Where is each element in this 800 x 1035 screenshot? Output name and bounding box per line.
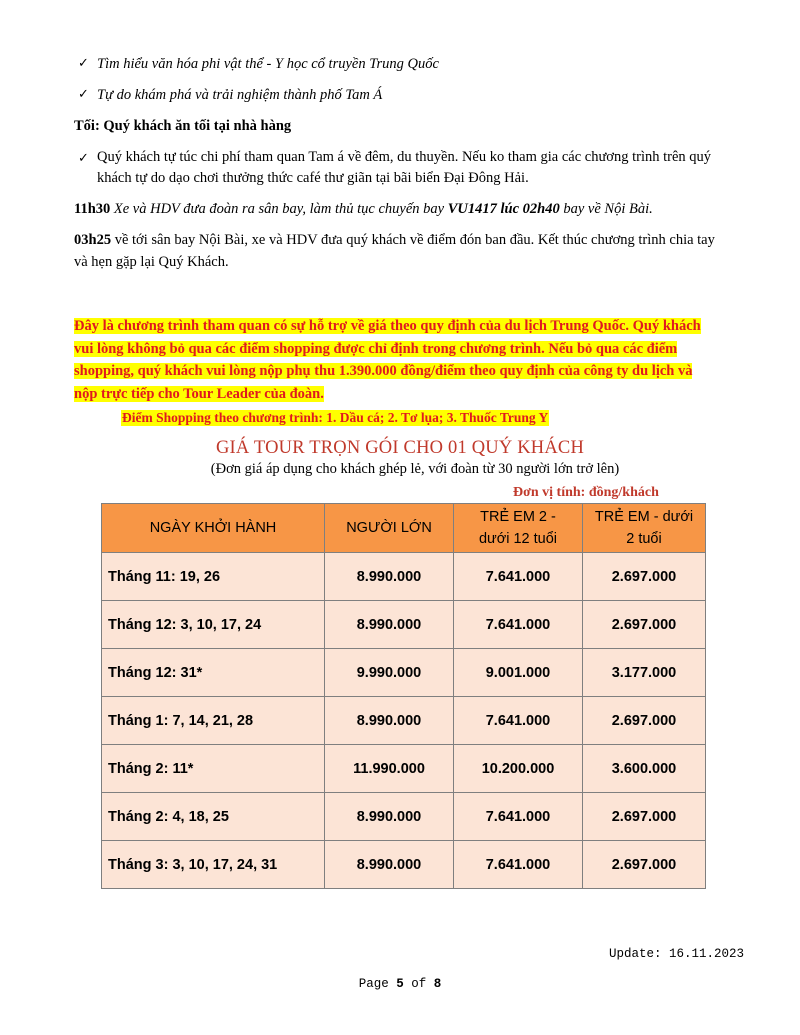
table-row bbox=[102, 745, 706, 793]
cell-date: Tháng 3: 3, 10, 17, 24, 31 bbox=[102, 841, 325, 889]
cell-infant: 2.697.000 bbox=[583, 841, 706, 889]
header-infant: TRẺ EM - dưới 2 tuổi bbox=[583, 504, 706, 553]
cell-adult: 9.990.000 bbox=[325, 649, 454, 697]
cell-infant: 3.600.000 bbox=[583, 745, 706, 793]
bullet-item: Tự do khám phá và trải nghiệm thành phố Tam Á bbox=[97, 87, 383, 103]
cell-child: 7.641.000 bbox=[454, 697, 583, 745]
cell-adult: 8.990.000 bbox=[325, 793, 454, 841]
shopping-notice-line3: shopping, quý khách vui lòng nộp phụ thu 1.390.000 đồng/điểm theo quy định của công ty du lịch và bbox=[74, 363, 693, 379]
page-total: 8 bbox=[433, 977, 442, 991]
arrival-text: về tới sân bay Nội Bài, xe và HDV đưa quý khách về điểm đón ban đầu. Kết thúc chương trình chia tay bbox=[111, 232, 715, 248]
check-icon: ✓ bbox=[78, 151, 89, 166]
cell-child: 10.200.000 bbox=[454, 745, 583, 793]
cell-date: Tháng 12: 31* bbox=[102, 649, 325, 697]
check-icon: ✓ bbox=[78, 87, 89, 102]
price-subtitle: (Đơn giá áp dụng cho khách ghép lẻ, với đoàn từ 30 người lớn trở lên) bbox=[210, 461, 620, 477]
table-row bbox=[102, 841, 706, 889]
price-table-header bbox=[102, 504, 706, 553]
cell-date: Tháng 12: 3, 10, 17, 24 bbox=[102, 601, 325, 649]
arrival-line1 bbox=[74, 229, 715, 251]
cell-child: 7.641.000 bbox=[454, 553, 583, 601]
arrival-line2: và hẹn gặp lại Quý Khách. bbox=[74, 254, 229, 270]
shopping-points: Điểm Shopping theo chương trình: 1. Dầu cá; 2. Tơ lụa; 3. Thuốc Trung Y bbox=[122, 410, 549, 425]
price-table bbox=[101, 503, 706, 889]
header-child: TRẺ EM 2 - dưới 12 tuổi bbox=[454, 504, 583, 553]
cell-infant: 2.697.000 bbox=[583, 553, 706, 601]
cell-infant: 2.697.000 bbox=[583, 601, 706, 649]
cell-child: 9.001.000 bbox=[454, 649, 583, 697]
flight-number: VU1417 lúc 02h40 bbox=[447, 201, 560, 217]
cell-infant: 2.697.000 bbox=[583, 697, 706, 745]
shopping-notice-line2: vui lòng không bỏ qua các điểm shopping được chỉ định trong chương trình. Nếu bỏ qua các điểm bbox=[74, 340, 678, 357]
cell-date: Tháng 2: 11* bbox=[102, 745, 325, 793]
header-adult: NGƯỜI LỚN bbox=[325, 504, 454, 553]
price-title: GIÁ TOUR TRỌN GÓI CHO 01 QUÝ KHÁCH bbox=[215, 438, 585, 458]
cell-date: Tháng 11: 19, 26 bbox=[102, 553, 325, 601]
price-unit: Đơn vị tính: đồng/khách bbox=[513, 485, 659, 500]
evening-note-line2: khách tự do dạo chơi thưởng thức café thư giãn tại bãi biển Đại Đông Hải. bbox=[97, 170, 529, 186]
table-row bbox=[102, 649, 706, 697]
update-date: Update: 16.11.2023 bbox=[609, 947, 745, 961]
check-icon: ✓ bbox=[78, 56, 89, 71]
cell-child: 7.641.000 bbox=[454, 841, 583, 889]
arrival-time: 03h25 bbox=[74, 232, 112, 248]
evening-note-line1: Quý khách tự túc chi phí tham quan Tam á về đêm, du thuyền. Nếu ko tham gia các chương trình trên quý bbox=[97, 149, 712, 165]
cell-adult: 8.990.000 bbox=[325, 553, 454, 601]
cell-infant: 3.177.000 bbox=[583, 649, 706, 697]
cell-adult: 8.990.000 bbox=[325, 601, 454, 649]
flight-out-line bbox=[74, 198, 653, 220]
shopping-notice-line1: Đây là chương trình tham quan có sự hỗ trợ về giá theo quy định của du lịch Trung Quốc. Quý khách bbox=[74, 318, 701, 334]
page-indicator: Page 5 of 8 bbox=[358, 977, 442, 991]
shopping-notice-line4: nộp trực tiếp cho Tour Leader của đoàn. bbox=[74, 385, 324, 402]
flight-out-text-a: Xe và HDV đưa đoàn ra sân bay, làm thủ tục chuyến bay bbox=[110, 201, 448, 217]
table-row bbox=[102, 697, 706, 745]
cell-child: 7.641.000 bbox=[454, 601, 583, 649]
cell-child: 7.641.000 bbox=[454, 793, 583, 841]
cell-date: Tháng 2: 4, 18, 25 bbox=[102, 793, 325, 841]
page-number: 5 bbox=[396, 977, 404, 991]
cell-infant: 2.697.000 bbox=[583, 793, 706, 841]
table-row bbox=[102, 553, 706, 601]
cell-adult: 11.990.000 bbox=[325, 745, 454, 793]
table-row bbox=[102, 793, 706, 841]
cell-adult: 8.990.000 bbox=[325, 841, 454, 889]
table-row bbox=[102, 601, 706, 649]
flight-out-time: 11h30 bbox=[74, 201, 111, 217]
cell-adult: 8.990.000 bbox=[325, 697, 454, 745]
cell-date: Tháng 1: 7, 14, 21, 28 bbox=[102, 697, 325, 745]
shopping-notice bbox=[74, 315, 752, 405]
header-date: NGÀY KHỞI HÀNH bbox=[102, 504, 325, 553]
flight-out-text-b: bay về Nội Bài. bbox=[559, 201, 653, 217]
evening-heading: Tối: Quý khách ăn tối tại nhà hàng bbox=[74, 118, 292, 134]
bullet-item: Tìm hiểu văn hóa phi vật thể - Y học cổ truyền Trung Quốc bbox=[97, 56, 439, 72]
